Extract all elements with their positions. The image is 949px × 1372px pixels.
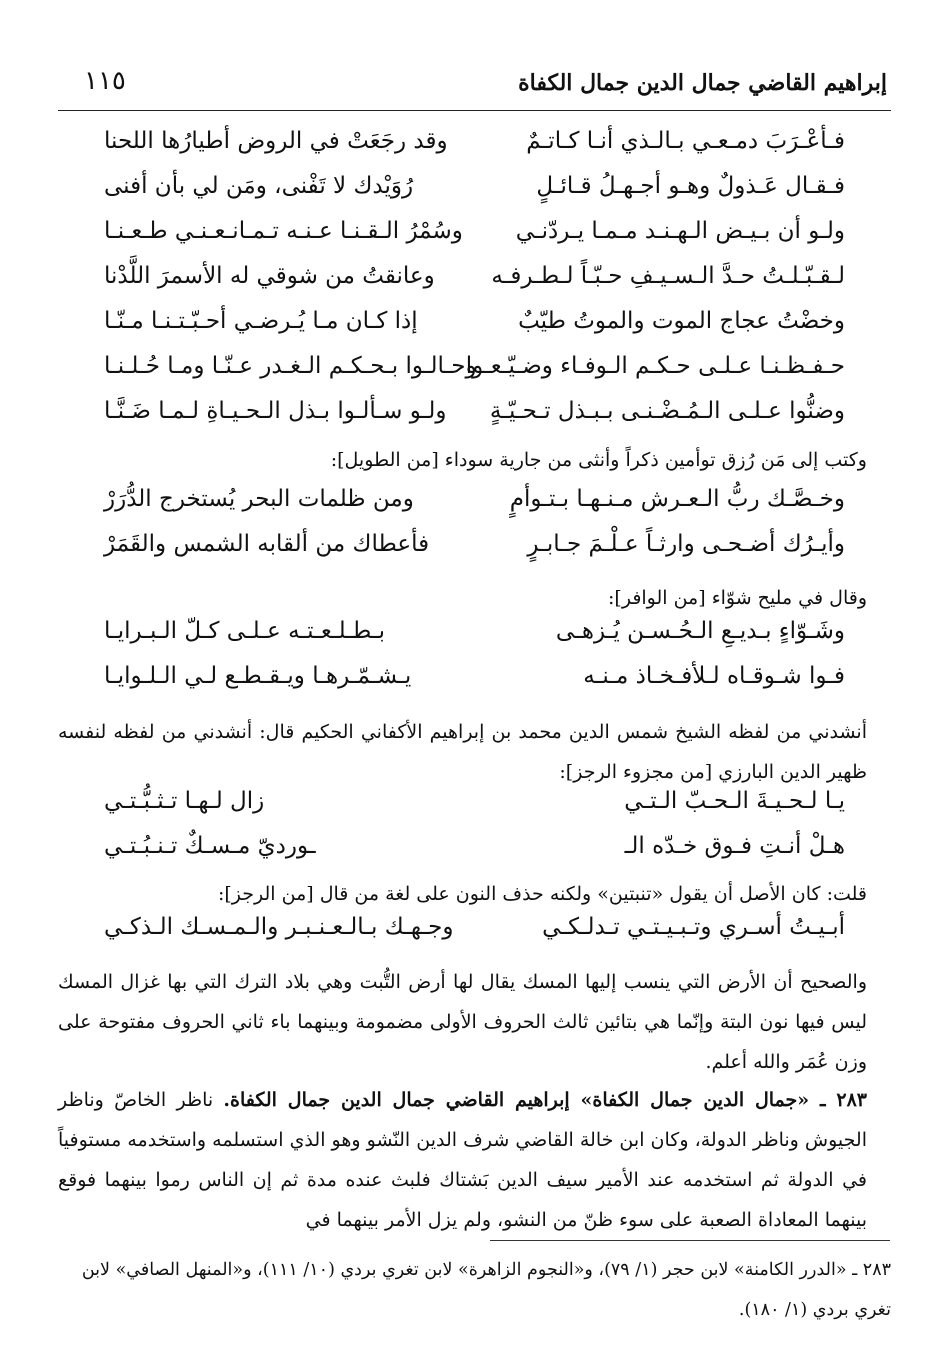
entry-paragraph: [58, 1080, 891, 1240]
intro-shawwa: [58, 578, 891, 618]
verse-line: [58, 214, 891, 259]
verse-first-hemistich: ولـو أن بـيـض الـهـنـد مـمـا يـردّنـي: [515, 218, 845, 244]
verse-second-hemistich: وعانقتُ من شوقي له الأسمرَ اللَّدْنا: [104, 263, 435, 289]
verse-second-hemistich: وحـالـوا بـحـكـم الـغـدر عـنّـا ومـا حُـلـنـا: [104, 353, 477, 379]
running-header: [58, 58, 891, 111]
verse-line: [58, 784, 891, 829]
verse-second-hemistich: ـورديّ مـسـكٌ تـنـبُـتـي: [104, 833, 316, 859]
verse-line: [58, 394, 891, 439]
verse-first-hemistich: يـا لـحـيـةَ الـحـبّ الـتـي: [624, 788, 845, 814]
prose-line: وقال في مليح شوّاء [من الوافر]:: [608, 587, 867, 609]
verse-first-hemistich: لـقـبّـلـتُ حـدَّ الـسـيـفِ حـبّـاً لـطـرفـه: [491, 263, 845, 289]
prose-paragraph: والصحيح أن الأرض التي ينسب إليها المسك يقال لها أرض التُّبت وهي بلاد الترك التي بها غزال المسك ليس فيها نون البتة وإنّما هي بتائين ثالث الحروف الأولى مضمومة وبينهما باء ثاني الحروف مفتوحة على وزن عُمَر والله أعلم.: [58, 971, 867, 1073]
poem-4: [58, 784, 891, 874]
verse-first-hemistich: وأيـرُك أضـحـى وارثـاً عـلْـمَ جـابـرٍ: [527, 531, 845, 557]
verse-line: [58, 259, 891, 304]
verse-first-hemistich: حـفـظـنـا عـلـى حـكـم الـوفـاء وضـيّـعـوا: [465, 353, 845, 379]
verse-second-hemistich: إذا كـان مـا يُـرضـي أحـبّـتـنـا مـنّـا: [104, 308, 418, 334]
verse-second-hemistich: ولـو سـألـوا بـذل الـحـيـاةِ لـمـا ضَـنَّـا: [104, 398, 447, 424]
verse-line: [58, 614, 891, 659]
poem-2: [58, 482, 891, 572]
verse-line: [58, 124, 891, 169]
verse-second-hemistich: وقد رجَعَتْ في الروض أطيارُها اللحنا: [104, 128, 448, 154]
poem-3: [58, 614, 891, 704]
verse-second-hemistich: رُوَيْدك لا تَفْنى، ومَن لي بأن أفنى: [104, 173, 414, 199]
verse-line: [58, 169, 891, 214]
entry-body: ناظر الخاصّ وناظر الجيوش وناظر الدولة، وكان ابن خالة القاضي شرف الدين النّشو وهو الذي استسلمه واستخدمه مستوفياً في الدولة ثم استخدمه عند الأمير سيف الدين بَشتاك فلبث عنده مدة ثم إن الناس رموا بينهما فوقع بينهما المعاداة الصعبة على سوء ظنّ من النشو، ولم يزل الأمر بينهما في: [58, 1089, 867, 1231]
intro-qult: [58, 874, 891, 914]
verse-first-hemistich: وضنُّوا عـلـى الـمُـضْـنـى بـبـذل تـحـيّـةٍ: [489, 398, 845, 424]
verse-second-hemistich: بـطـلـعـتـه عـلـى كـلّ الـبـرايـا: [104, 618, 386, 644]
verse-first-hemistich: فـوا شـوقـاه لـلأفـخـاذ مـنـه: [583, 663, 845, 689]
poem-1: [58, 124, 891, 439]
poem-5: [58, 910, 891, 955]
verse-line: [58, 659, 891, 704]
entry-283: [58, 1080, 891, 1240]
page-number: ١١٥: [84, 66, 126, 96]
verse-first-hemistich: وخـصَّـك ربُّ الـعـرش مـنـهـا بـتـوأمٍ: [509, 486, 845, 512]
verse-line: [58, 527, 891, 572]
footnote-divider: [490, 1240, 890, 1241]
verse-first-hemistich: هـلْ أنـتِ فـوق خـدّه الـ: [624, 833, 845, 859]
footnote-text: ٢٨٣ ـ «الدرر الكامنة» لابن حجر (١/ ٧٩)، و«النجوم الزاهرة» لابن تغري بردي (١٠/ ١١١)، و«المنهل الصافي» لابن تغري بردي (١/ ١٨٠).: [81, 1260, 891, 1320]
verse-line: [58, 482, 891, 527]
verse-line: [58, 304, 891, 349]
paragraph-musk: [58, 962, 891, 1082]
intro-shams: [58, 712, 891, 792]
footnote: [58, 1250, 891, 1330]
verse-line: [58, 910, 891, 955]
verse-second-hemistich: زال لـهـا تـثـبُّـتـي: [104, 788, 265, 814]
prose-line: وكتب إلى مَن رُزق توأمين ذكراً وأنثى من جارية سوداء [من الطويل]:: [330, 449, 867, 471]
verse-first-hemistich: أبـيـتُ أسـري وتـبـيـتـي تـدلـكـي: [542, 914, 845, 940]
verse-first-hemistich: وشَـوّاءٍ بـديـعِ الـحُـسـن يُـزهـى: [555, 618, 845, 644]
intro-twins: [58, 440, 891, 480]
verse-first-hemistich: فـأعْـرَبَ دمـعـي بـالـذي أنـا كـاتـمٌ: [526, 128, 845, 154]
verse-second-hemistich: وسُمْرُ الـقـنـا عـنـه تـمـانـعـنـي طـعـنـا: [104, 218, 463, 244]
entry-title: ٢٨٣ ـ «جمال الدين جمال الكفاة» إبراهيم القاضي جمال الدين جمال الكفاة.: [223, 1089, 867, 1111]
verse-line: [58, 829, 891, 874]
prose-paragraph: أنشدني من لفظه الشيخ شمس الدين محمد بن إبراهيم الأكفاني الحكيم قال: أنشدني من لفظه لنفسه ظهير الدين البارزي [من مجزوء الرجز]:: [58, 721, 867, 783]
verse-second-hemistich: ومن ظلمات البحر يُستخرج الدُّرَرْ: [104, 486, 414, 512]
verse-second-hemistich: يـشـمّـرهـا ويـقـطـع لـي الـلـوايـا: [104, 663, 412, 689]
prose-line: قلت: كان الأصل أن يقول «تنبتين» ولكنه حذف النون على لغة من قال [من الرجز]:: [217, 883, 867, 905]
verse-second-hemistich: فأعطاك من ألقابه الشمس والقَمَرْ: [104, 531, 430, 557]
verse-second-hemistich: وجـهـك بـالـعـنـبـر والـمـسـك الـذكـي: [104, 914, 454, 940]
verse-line: [58, 349, 891, 394]
verse-first-hemistich: فـقـال عَـذولٌ وهـو أجـهـلُ قـائـلٍ: [536, 173, 845, 199]
running-title: إبراهيم القاضي جمال الدين جمال الكفاة: [518, 70, 887, 96]
verse-first-hemistich: وخضْتُ عجاج الموت والموتُ طيّبٌ: [518, 308, 845, 334]
